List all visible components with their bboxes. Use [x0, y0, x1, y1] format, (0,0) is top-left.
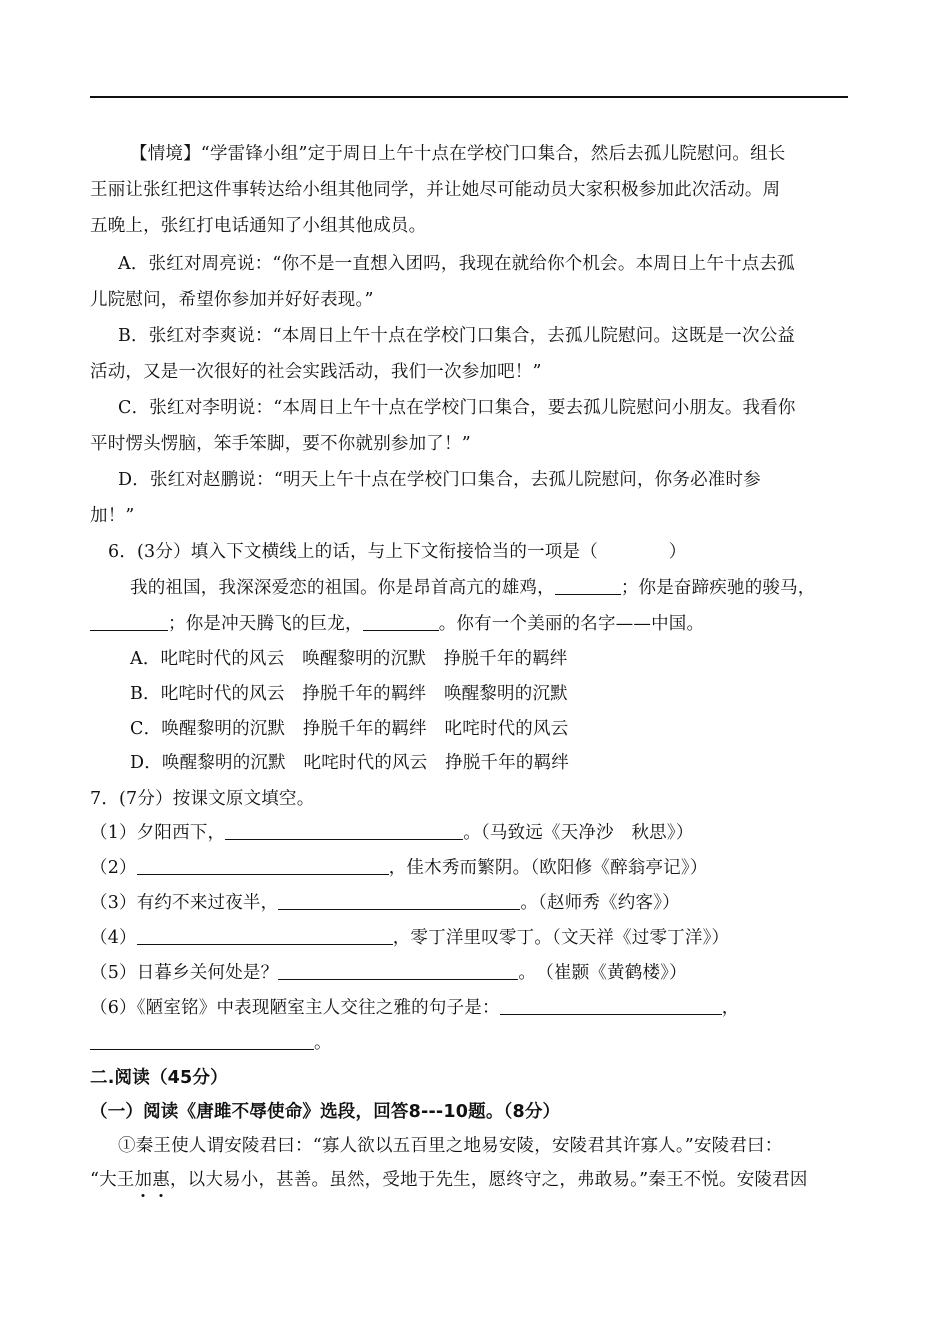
q7-item-4 — [90, 926, 729, 950]
q7-item-5-prefix: （5）日暮乡关何处是？ — [90, 963, 279, 983]
situation-line-3: 五晚上，张红打电话通知了小组其他成员。 — [90, 216, 427, 236]
option-a-line-2: 儿院慰问，希望你参加并好好表现。” — [90, 290, 374, 310]
q7-item-3-blank — [278, 891, 520, 910]
section-2-title: 二.阅读（45分） — [90, 1068, 228, 1088]
q7-item-6-end: 。 — [314, 1033, 332, 1053]
q6-passage-part-b: ；你是奋蹄疾驰的骏马， — [620, 578, 816, 598]
q7-item-6-continued — [90, 1031, 332, 1055]
q6-stem: 6．(3分）填入下文横线上的话，与上下文衔接恰当的一项是（ ） — [108, 542, 687, 562]
q6-passage-line-1 — [130, 576, 816, 600]
q7-item-6-prefix: （6）《陋室铭》中表现陋室主人交往之雅的句子是： — [90, 998, 500, 1018]
q7-item-2-prefix: （2） — [90, 858, 137, 878]
header-rule — [90, 96, 848, 98]
q7-item-1-blank — [225, 821, 463, 840]
passage-line-2-part-a: “大王 — [90, 1170, 135, 1190]
q6-blank-2 — [90, 612, 168, 631]
option-d-line-2: 加！” — [90, 506, 135, 526]
q7-item-4-prefix: （4） — [90, 928, 137, 948]
q7-item-5 — [90, 961, 687, 985]
option-a-line-1: A．张红对周亮说：“你不是一直想入团吗，我现在就给你个机会。本周日上午十点去孤 — [118, 254, 795, 274]
q6-option-c: C．唤醒黎明的沉默 挣脱千年的羁绊 叱咤时代的风云 — [130, 719, 569, 739]
option-c-line-1: C．张红对李明说：“本周日上午十点在学校门口集合，要去孤儿院慰问小朋友。我看你 — [118, 398, 796, 418]
option-b-line-2: 活动，又是一次很好的社会实践活动，我们一次参加吧！” — [90, 362, 542, 382]
q7-item-4-suffix: ，零丁洋里叹零丁。（文天祥《过零丁洋》） — [392, 928, 730, 948]
q6-passage-part-d: 。你有一个美丽的名字——中国。 — [438, 614, 705, 634]
q6-passage-part-a: 我的祖国，我深深爱恋的祖国。你是昂首高亢的雄鸡， — [130, 578, 555, 598]
q7-item-5-suffix: 。 （崔颢《黄鹤楼》） — [518, 963, 687, 983]
emphasis-dot-char-1: 加 — [134, 1170, 153, 1190]
passage-line-1: ①秦王使人谓安陵君曰：“寡人欲以五百里之地易安陵，安陵君其许寡人。”安陵君曰： — [118, 1136, 783, 1156]
situation-line-2: 王丽让张红把这件事转达给小组其他同学，并让她尽可能动员大家积极参加此次活动。周 — [90, 180, 781, 200]
q6-passage-part-c: ；你是冲天腾飞的巨龙， — [168, 614, 363, 634]
q7-item-3-prefix: （3）有约不来过夜半， — [90, 893, 279, 913]
q7-item-5-blank — [278, 961, 518, 980]
q6-option-b: B．叱咤时代的风云 挣脱千年的羁绊 唤醒黎明的沉默 — [130, 684, 568, 704]
q6-passage-line-2 — [90, 612, 704, 636]
q7-item-1-prefix: （1）夕阳西下， — [90, 823, 226, 843]
q6-option-a: A．叱咤时代的风云 唤醒黎明的沉默 挣脱千年的羁绊 — [130, 649, 568, 669]
emphasis-dot-char-2: 惠 — [152, 1170, 170, 1190]
option-d-line-1: D．张红对赵鹏说：“明天上午十点在学校门口集合，去孤儿院慰问，你务必准时参 — [118, 470, 761, 490]
q7-item-6-blank-2 — [90, 1031, 314, 1050]
q6-option-d: D．唤醒黎明的沉默 叱咤时代的风云 挣脱千年的羁绊 — [130, 753, 570, 773]
q7-item-3 — [90, 891, 680, 915]
q7-item-6-comma: ， — [721, 998, 740, 1018]
q7-item-4-blank — [137, 926, 393, 945]
passage-line-2-part-b: ，以大易小，甚善。虽然，受地于先生，愿终守之，弗敢易。”秦王不悦。安陵君因 — [169, 1170, 808, 1190]
section-2-subtitle: （一）阅读《唐雎不辱使命》选段，回答8---10题。（8分） — [90, 1102, 561, 1122]
q7-item-6-blank-1 — [500, 996, 722, 1015]
option-c-line-2: 平时愣头愣脑，笨手笨脚，要不你就别参加了！” — [90, 434, 471, 454]
q7-item-2-suffix: ，佳木秀而繁阴。（欧阳修《醉翁亭记》） — [388, 858, 708, 878]
q7-item-1 — [90, 821, 694, 845]
passage-line-2 — [90, 1168, 808, 1192]
q6-blank-3 — [363, 612, 439, 631]
q7-stem: 7．(7分）按课文原文填空。 — [90, 789, 315, 809]
option-b-line-1: B．张红对李爽说：“本周日上午十点在学校门口集合，去孤儿院慰问。这既是一次公益 — [118, 326, 796, 346]
situation-line-1: 【情境】“学雷锋小组”定于周日上午十点在学校门口集合，然后去孤儿院慰问。组长 — [130, 144, 786, 164]
q7-item-6 — [90, 996, 739, 1020]
q7-item-1-suffix: 。（马致远《天净沙 秋思》） — [463, 823, 694, 843]
q7-item-2-blank — [137, 856, 389, 875]
q7-item-2 — [90, 856, 708, 880]
q6-blank-1 — [555, 576, 621, 595]
q7-item-3-suffix: 。（赵师秀《约客》） — [520, 893, 680, 913]
